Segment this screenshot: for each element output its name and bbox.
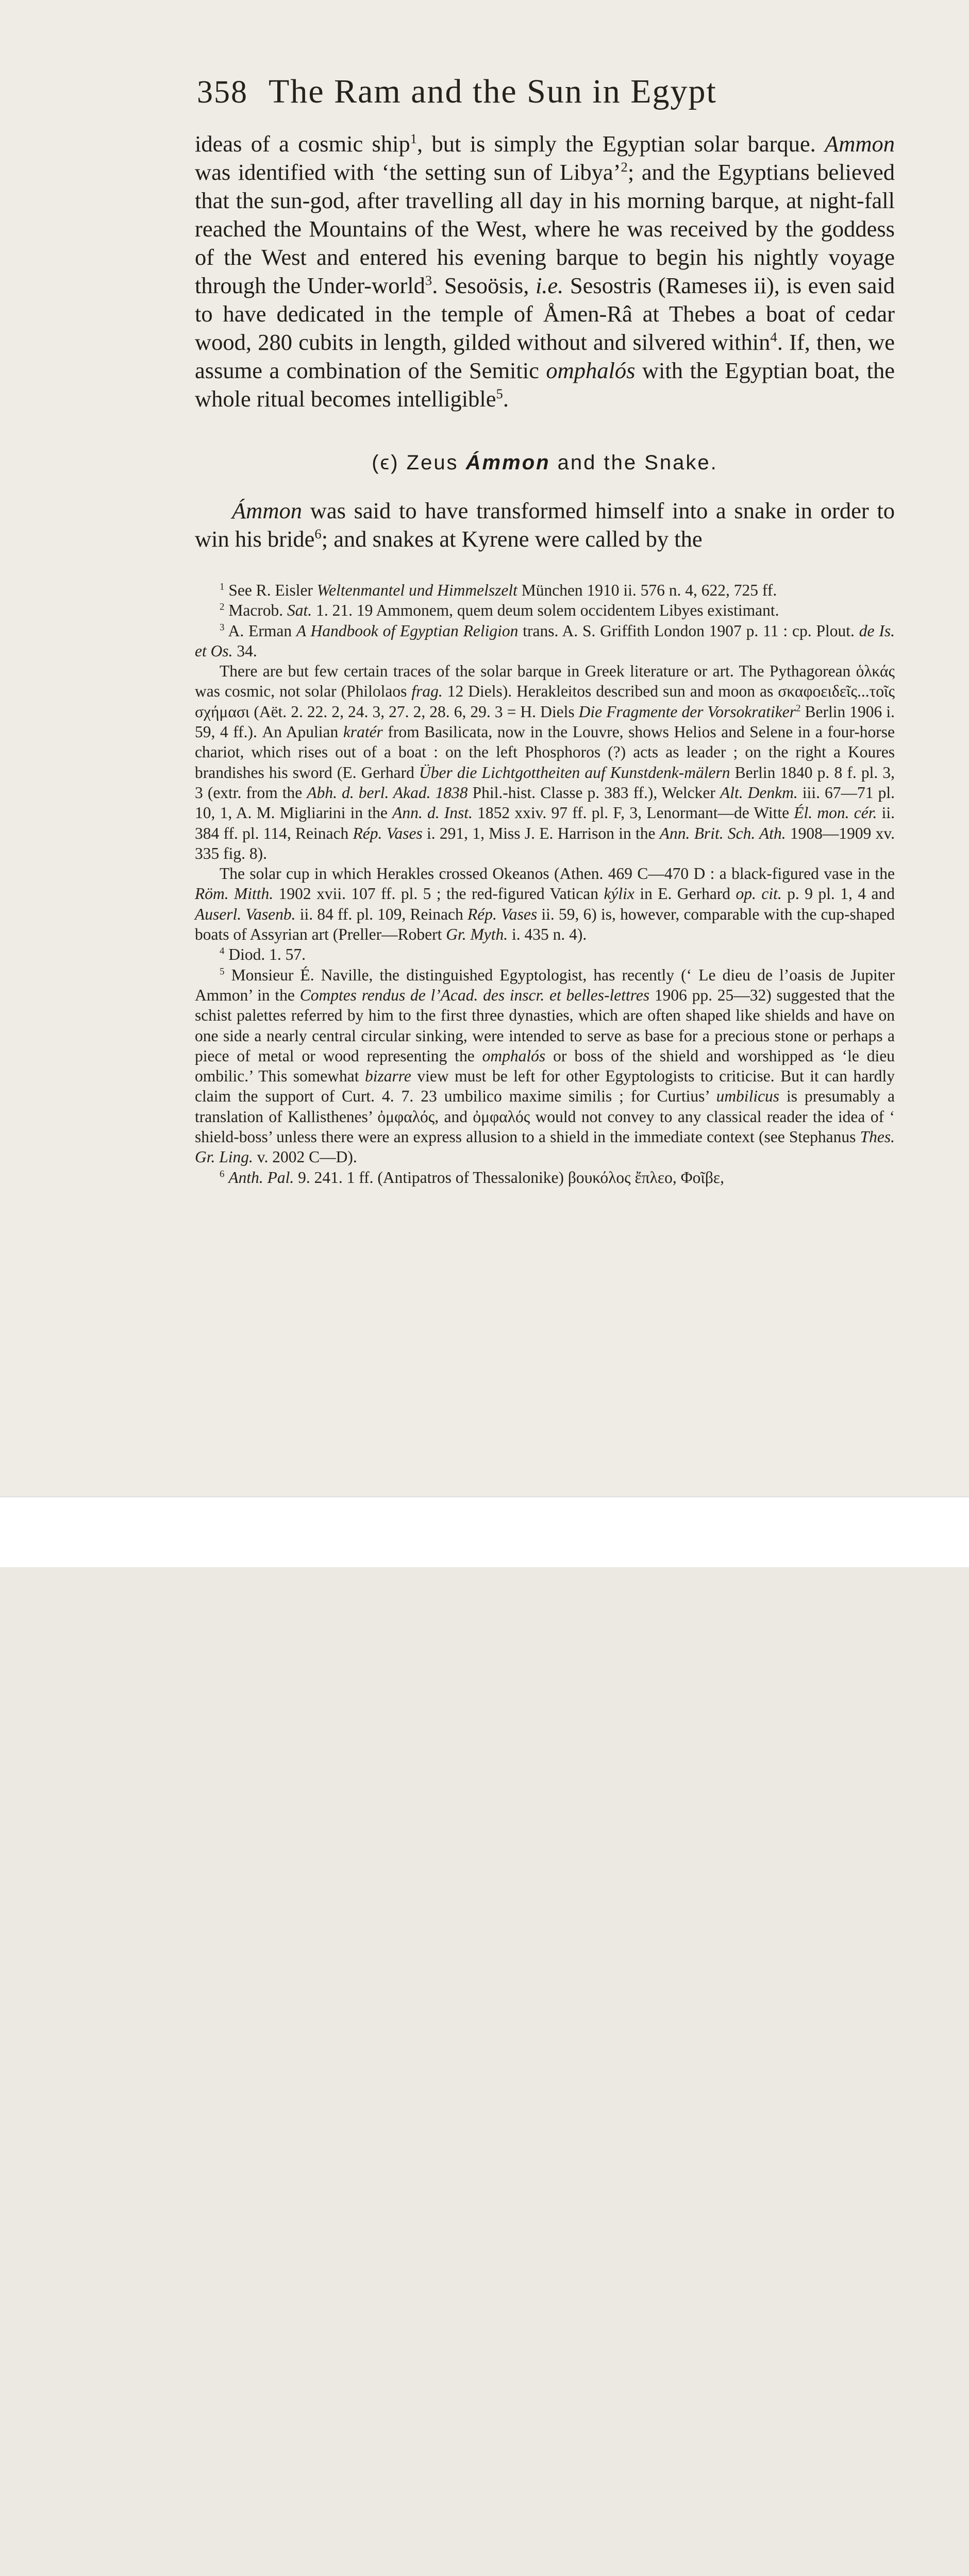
- footnote-4: [195, 944, 895, 964]
- text-run: Berlin 1906 i. 59, 4 ff.). An Apulian: [195, 702, 895, 741]
- text-run: ii. 384 ff. pl. 114, Reinach: [195, 804, 895, 842]
- text-run: p. 9 pl. 1, 4 and: [781, 885, 895, 903]
- heading-italic: Ámmon: [465, 451, 550, 474]
- text-run: 34.: [232, 641, 257, 660]
- italic-term: frag.: [411, 682, 443, 701]
- text-run: in E. Gerhard: [634, 885, 736, 903]
- italic-term: Comptes rendus de l’Acad. des inscr. et belles-lettres: [299, 986, 650, 1004]
- italic-term: Röm. Mitth.: [195, 885, 274, 903]
- text-run: Monsieur É. Naville, the distinguished Egyptologist, has recently (‘ Le dieu de l’oasis de Jupiter Ammon’ in the: [195, 965, 895, 1004]
- text-run: with the Egyptian boat, the whole ritual becomes intelligible: [195, 358, 895, 412]
- footnotes: [195, 580, 895, 1188]
- italic-term: Ann. Brit. Sch. Ath.: [659, 824, 786, 842]
- heading-text: and the Snake.: [550, 451, 718, 474]
- italic-term: bizarre: [365, 1067, 411, 1086]
- text-run: ; and the Egyptians believed that the sun-god, after travelling all day in his morning barque, at night-fall reached the Mountains of the West, where he was received by the goddess of the West and entered his evening barque to begin his nightly voyage through the Under-world: [195, 159, 895, 298]
- italic-term: i.e.: [535, 273, 564, 298]
- italic-term: Rép. Vases: [353, 824, 423, 842]
- text-run: Diod. 1. 57.: [224, 945, 306, 964]
- text-run: was identified with ‘the setting sun of Libya’: [195, 159, 621, 185]
- italic-term: Sat.: [287, 601, 312, 620]
- italic-term: Gr. Myth.: [446, 925, 508, 944]
- italic-term: Die Fragmente der Vorsokratiker: [578, 702, 796, 721]
- footnote-mark: 6: [220, 1168, 225, 1180]
- heading-text: (ϵ) Zeus: [372, 451, 466, 474]
- italic-term: Über die Lichtgottheiten auf Kunstdenk-mälern: [419, 763, 730, 782]
- section-heading: [195, 447, 895, 478]
- footnote-3: [195, 621, 895, 662]
- footnote-mark: 1: [220, 581, 225, 592]
- italic-term: kýlix: [604, 885, 634, 903]
- footnote-mark: 2: [220, 601, 225, 613]
- page-number: 358: [197, 75, 248, 110]
- italic-term: Rép. Vases: [467, 905, 538, 923]
- running-title: The Ram and the Sun in Egypt: [269, 73, 717, 110]
- footnote-6: [195, 1167, 895, 1188]
- text-run: or boss of the shield and worshipped as ‘le dieu ombilic.’ This somewhat: [195, 1046, 895, 1086]
- italic-term: omphalós: [482, 1046, 546, 1065]
- text-run: .: [503, 386, 509, 412]
- footnote-1: [195, 580, 895, 600]
- text-run: 1908—1909 xv. 335 fig. 8).: [195, 824, 895, 862]
- italic-term: op. cit.: [736, 885, 782, 903]
- text-run: Sesostris (Rameses ii), is even said to have dedicated in the temple of Åmen-Râ at Thebes a boat of cedar wood, 280 cubits in length, gilded without and silvered within: [195, 273, 895, 355]
- italic-term: Él. mon. cér.: [794, 804, 877, 822]
- text-run: München 1910 ii. 576 n. 4, 622, 725 ff.: [517, 581, 777, 599]
- text-run: , but is simply the Egyptian solar barque.: [417, 131, 825, 157]
- text-run: trans. A. S. Griffith London 1907 p. 11 : cp. Plout.: [518, 621, 859, 640]
- paragraph-1: [195, 130, 895, 413]
- text-run: ii. 84 ff. pl. 109, Reinach: [295, 905, 467, 923]
- footnote-5: [195, 965, 895, 1167]
- italic-term: kratér: [343, 723, 383, 741]
- text-run: 12 Diels). Herakleitos described sun and moon as σκαφοειδεῖς...τοῖς σχήμασι (Aët. 2. 22. 2, 24. 3, 27. 2, 28. 6, 29. 3 = H. Diels: [195, 682, 895, 721]
- footnote-3-continued: [195, 661, 895, 863]
- superscript: 2: [796, 703, 801, 714]
- text-run: The solar cup in which Herakles crossed Okeanos (Athen. 469 C—470 D : a black-figured vase in the: [220, 865, 895, 883]
- italic-term: umbilicus: [716, 1087, 780, 1106]
- text-run: A. Erman: [224, 621, 296, 640]
- text-run: Macrob.: [224, 601, 288, 620]
- viewer-footer: [0, 1497, 969, 1567]
- text-run: ii. 59, 6) is, however, comparable with the cup-shaped boats of Assyrian art (Preller—Robert: [195, 905, 895, 944]
- italic-term: Alt. Denkm.: [720, 783, 798, 802]
- footnote-mark: 5: [220, 966, 225, 977]
- text-run: There are but few certain traces of the solar barque in Greek literature or art. The Pythagorean ὁλκάς was cosmic, not solar (Philolaos: [195, 662, 895, 701]
- text-run: i. 435 n. 4).: [508, 925, 587, 944]
- italic-term: Auserl. Vasenb.: [195, 905, 296, 923]
- text-run: Phil.-hist. Classe p. 383 ff.), Welcker: [467, 783, 720, 802]
- footnote-ref: 2: [621, 159, 628, 175]
- italic-term: Abh. d. berl. Akad. 1838: [307, 783, 468, 802]
- italic-term: Anth. Pal.: [228, 1168, 294, 1187]
- paragraph-2: [195, 497, 895, 553]
- text-run: was said to have transformed himself into a snake in order to win his bride: [195, 498, 895, 552]
- text-run: v. 2002 C—D).: [253, 1148, 357, 1166]
- text-run: 1852 xxiv. 97 ff. pl. F, 3, Lenormant—de Witte: [472, 804, 794, 822]
- text-run: view must be left for other Egyptologists to criticise. But it can hardly claim the support of Curt. 4. 7. 23 umbilico maxime similis ; for Curtius’: [195, 1067, 895, 1106]
- italic-term: de Is. et Os.: [195, 621, 895, 660]
- footnote-ref: 1: [410, 131, 417, 147]
- text-run: 1. 21. 19 Ammonem, quem deum solem occidentem Libyes existimant.: [312, 601, 779, 620]
- text-run: . Sesoösis,: [432, 273, 536, 298]
- footnote-ref: 4: [770, 329, 777, 345]
- italic-term: Ámmon: [232, 498, 302, 523]
- text-run: from Basilicata, now in the Louvre, shows Helios and Selene in a four-horse chariot, which rises out of a boat : on the left Phosphoros (?) acts as leader ; on the right a Koures brandishes his sword (E. Gerhard: [195, 723, 895, 782]
- text-run: 1906 pp. 25—32) suggested that the schist palettes referred by him to the first three dynasties, which are often shaped like shields and have on one side a nearly central circular sinking, were intended to serve as base for a precious stone or perhaps a piece of metal or wood representing the: [195, 986, 895, 1065]
- text-run: i. 291, 1, Miss J. E. Harrison in the: [422, 824, 660, 842]
- text-run: is presumably a translation of Kallisthenes’ ὀμφαλός, and ὀμφαλός would not convey to any classical reader the idea of ‘ shield-boss’ unless there were an express allusion to a shield in the immediate context (see Stephanus: [195, 1087, 895, 1146]
- text-run: See R. Eisler: [224, 581, 317, 599]
- text-run: ; and snakes at Kyrene were called by the: [321, 526, 703, 552]
- text-run: 9. 241. 1 ff. (Antipatros of Thessalonike) βουκόλος ἔπλεο, Φοῖβε,: [294, 1168, 725, 1187]
- footnote-3-continued-2: [195, 863, 895, 944]
- running-header: [197, 72, 898, 118]
- footnote-mark: 3: [220, 622, 225, 633]
- footnote-ref: 5: [496, 386, 503, 402]
- footnote-2: [195, 600, 895, 620]
- text-run: ideas of a cosmic ship: [195, 131, 410, 157]
- text-run: iii. 67—71 pl. 10, 1, A. M. Migliarini in the: [195, 783, 895, 822]
- italic-term: Ammon: [825, 131, 895, 157]
- text-run: Berlin 1840 p. 8 f. pl. 3, 3 (extr. from the: [195, 763, 895, 802]
- footnote-mark: 4: [220, 945, 225, 957]
- italic-term: Weltenmantel und Himmelszelt: [316, 581, 517, 599]
- text-run: 1902 xvii. 107 ff. pl. 5 ; the red-figured Vatican: [273, 885, 604, 903]
- italic-term: Ann. d. Inst.: [392, 804, 473, 822]
- italic-term: A Handbook of Egyptian Religion: [296, 621, 519, 640]
- italic-term: omphalós: [546, 358, 636, 383]
- main-text: [195, 130, 895, 553]
- text-run: . If, then, we assume a combination of the Semitic: [195, 329, 895, 383]
- italic-term: Thes. Gr. Ling.: [195, 1128, 895, 1166]
- footnote-ref: 3: [425, 273, 432, 289]
- footnote-ref: 6: [314, 526, 322, 542]
